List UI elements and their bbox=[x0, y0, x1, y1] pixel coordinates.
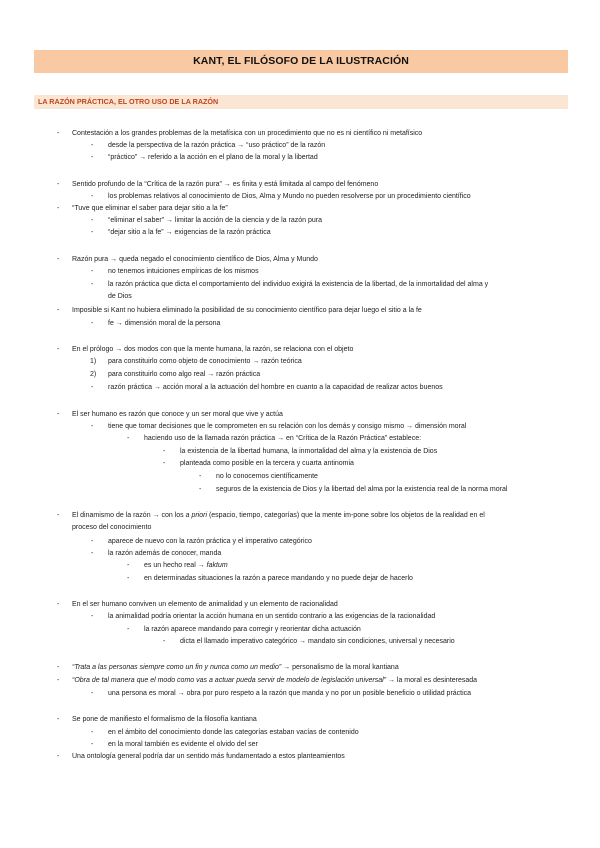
bullet-marker: - bbox=[91, 538, 94, 545]
bullet-marker: - bbox=[91, 142, 94, 149]
text-line: tiene que tomar decisiones que le comprometen en su relación con los demás y consigo mismo → dimensión moral bbox=[108, 423, 467, 430]
bullet-marker: - bbox=[57, 753, 60, 760]
text-line: la razón aparece mandando para corregir y reorientar dicha actuación bbox=[144, 626, 361, 633]
bullet-marker: - bbox=[57, 677, 60, 684]
text-line: Una ontología general podría dar un sentido más fundamentado a estos planteamientos bbox=[72, 753, 345, 760]
bullet-marker: - bbox=[91, 384, 94, 391]
text-line: planteada como posible en la tercera y cuarta antinomia bbox=[180, 460, 354, 467]
page-title: KANT, EL FILÓSOFO DE LA ILUSTRACIÓN bbox=[34, 50, 568, 73]
text-line: en la moral también es evidente el olvido del ser bbox=[108, 741, 258, 748]
text-line: de Dios bbox=[108, 293, 132, 300]
text-line: aparece de nuevo con la razón práctica y el imperativo categórico bbox=[108, 538, 312, 545]
bullet-marker: - bbox=[91, 217, 94, 224]
text-line: la animalidad podría orientar la acción humana en un sentido contrario a las exigencias de la racionalidad bbox=[108, 613, 436, 620]
bullet-marker: - bbox=[91, 320, 94, 327]
text-line: la razón además de conocer, manda bbox=[108, 550, 222, 557]
text-line: para constituirlo como objeto de conocimiento → razón teórica bbox=[108, 358, 302, 365]
bullet-marker: - bbox=[57, 307, 60, 314]
bullet-marker: - bbox=[57, 205, 60, 212]
list-number: 1) bbox=[90, 358, 97, 365]
bullet-marker: - bbox=[127, 435, 130, 442]
text-line: Imposible si Kant no hubiera eliminado la posibilidad de su conocimiento científico para dejar luego el sitio a la fe bbox=[72, 307, 422, 314]
bullet-marker: - bbox=[91, 268, 94, 275]
text-line: Contestación a los grandes problemas de la metafísica con un procedimiento que no es ni científico ni metafísico bbox=[72, 130, 423, 137]
text-line: no tenemos intuiciones empíricas de los mismos bbox=[108, 268, 259, 275]
bullet-marker: - bbox=[91, 423, 94, 430]
text-line: “Obra de tal manera que el modo como vas a actuar pueda servir de modelo de legislación universal” → la moral es desinteresada bbox=[72, 677, 478, 684]
bullet-marker: - bbox=[199, 486, 202, 493]
text-line: “eliminar el saber” → limitar la acción de la ciencia y de la razón pura bbox=[108, 217, 322, 224]
bullet-marker: - bbox=[163, 460, 166, 467]
text-line: desde la perspectiva de la razón práctica → “uso práctico” de la razón bbox=[108, 142, 326, 149]
text-line: en determinadas situaciones la razón a parece mandando y no puede dejar de hacerlo bbox=[144, 575, 413, 582]
text-line: los problemas relativos al conocimiento de Dios, Alma y Mundo no pueden resolverse por un procedimiento científico bbox=[108, 193, 471, 200]
bullet-marker: - bbox=[57, 411, 60, 418]
text-line: seguros de la existencia de Dios y la libertad del alma por la existencia real de la norma moral bbox=[216, 486, 508, 493]
bullet-marker: - bbox=[57, 716, 60, 723]
text-line: una persona es moral → obra por puro respeto a la razón que manda y no por un posible beneficio o utilidad práctica bbox=[108, 690, 472, 697]
bullet-marker: - bbox=[127, 562, 130, 569]
text-line: es un hecho real → faktum bbox=[144, 562, 228, 569]
text-line: “Tuve que eliminar el saber para dejar sitio a la fe” bbox=[72, 205, 228, 212]
text-line: El dinamismo de la razón → con los a priori (espacio, tiempo, categorías) que la mente im-pone sobre los objetos de la realidad en el bbox=[72, 512, 485, 519]
bullet-marker: - bbox=[91, 741, 94, 748]
bullet-marker: - bbox=[57, 601, 60, 608]
bullet-marker: - bbox=[91, 229, 94, 236]
text-line: haciendo uso de la llamada razón práctica → en “Crítica de la Razón Práctica” establece: bbox=[144, 435, 422, 442]
bullet-marker: - bbox=[57, 346, 60, 353]
text-line: en el ámbito del conocimiento donde las categorías estaban vacías de contenido bbox=[108, 729, 359, 736]
bullet-marker: - bbox=[127, 575, 130, 582]
text-line: Razón pura → queda negado el conocimiento científico de Dios, Alma y Mundo bbox=[72, 256, 318, 263]
text-line: “Trata a las personas siempre como un fin y nunca como un medio” → personalismo de la moral kantiana bbox=[72, 664, 399, 671]
text-line: “práctico” → referido a la acción en el plano de la moral y la libertad bbox=[108, 154, 318, 161]
bullet-marker: - bbox=[57, 130, 60, 137]
text-line: proceso del conocimiento bbox=[72, 524, 152, 531]
text-line: dicta el llamado imperativo categórico → mandato sin condiciones, universal y necesario bbox=[180, 638, 455, 645]
text-line: para constituirlo como algo real → razón práctica bbox=[108, 371, 261, 378]
bullet-marker: - bbox=[91, 154, 94, 161]
text-line: En el prólogo → dos modos con que la mente humana, la razón, se relaciona con el objeto bbox=[72, 346, 354, 353]
bullet-marker: - bbox=[57, 181, 60, 188]
bullet-marker: - bbox=[91, 613, 94, 620]
section-heading: LA RAZÓN PRÁCTICA, EL OTRO USO DE LA RAZÓN bbox=[34, 95, 568, 109]
text-line: no lo conocemos científicamente bbox=[216, 473, 318, 480]
bullet-marker: - bbox=[199, 473, 202, 480]
bullet-marker: - bbox=[91, 729, 94, 736]
bullet-marker: - bbox=[91, 690, 94, 697]
bullet-marker: - bbox=[57, 664, 60, 671]
text-line: fe → dimensión moral de la persona bbox=[108, 320, 221, 327]
bullet-marker: - bbox=[91, 550, 94, 557]
text-line: la razón práctica que dicta el comportamiento del individuo exigirá la existencia de la libertad, de la inmortalidad del alma y bbox=[108, 281, 489, 288]
bullet-marker: - bbox=[57, 256, 60, 263]
bullet-marker: - bbox=[127, 626, 130, 633]
bullet-marker: - bbox=[163, 638, 166, 645]
text-line: Sentido profundo de la “Crítica de la razón pura” → es finita y está limitada al campo del fenómeno bbox=[72, 181, 379, 188]
bullet-marker: - bbox=[163, 448, 166, 455]
text-line: la existencia de la libertad humana, la inmortalidad del alma y la existencia de Dios bbox=[180, 448, 438, 455]
list-number: 2) bbox=[90, 371, 97, 378]
bullet-marker: - bbox=[91, 193, 94, 200]
text-line: En el ser humano conviven un elemento de animalidad y un elemento de racionalidad bbox=[72, 601, 338, 608]
bullet-marker: - bbox=[57, 512, 60, 519]
text-line: Se pone de manifiesto el formalismo de la filosofía kantiana bbox=[72, 716, 257, 723]
text-line: “dejar sitio a la fe” → exigencias de la razón práctica bbox=[108, 229, 271, 236]
text-line: razón práctica → acción moral a la actuación del hombre en cuanto a la capacidad de realizar actos buenos bbox=[108, 384, 443, 391]
bullet-marker: - bbox=[91, 281, 94, 288]
text-line: El ser humano es razón que conoce y un ser moral que vive y actúa bbox=[72, 411, 283, 418]
